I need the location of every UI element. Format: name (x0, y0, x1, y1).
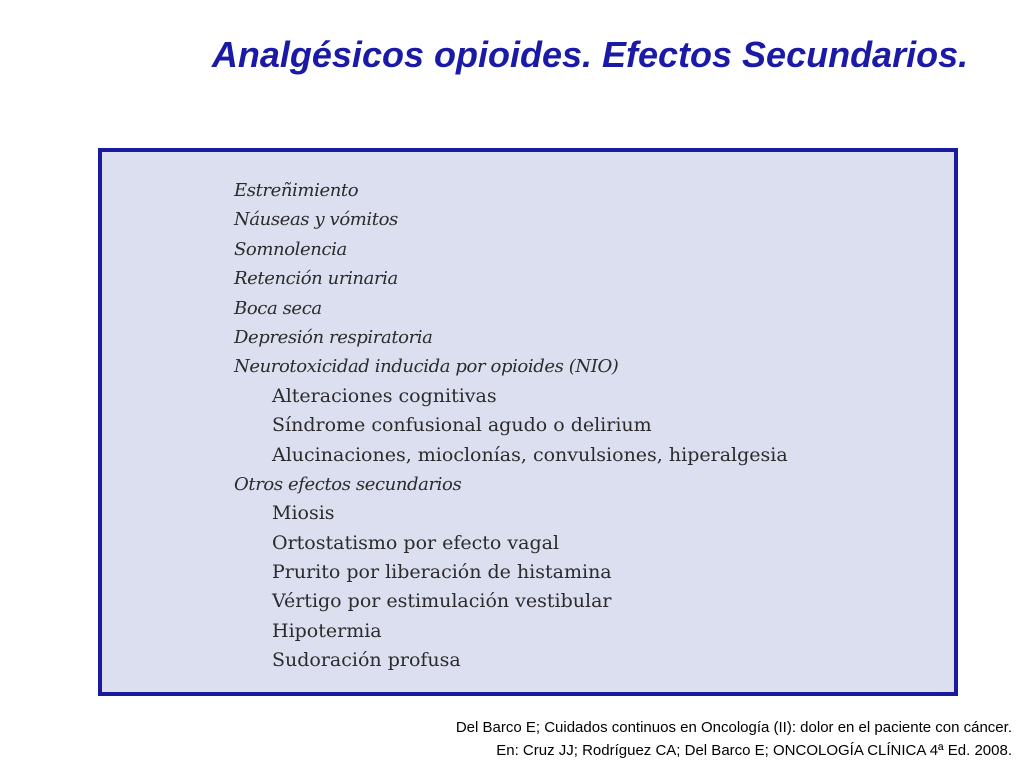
effect-subitem: Ortostatismo por efecto vagal (272, 531, 560, 554)
effect-subitem: Prurito por liberación de histamina (272, 561, 612, 584)
side-effects-panel (98, 148, 958, 696)
citation (456, 716, 1012, 762)
citation-line-2: En: Cruz JJ; Rodríguez CA; Del Barco E; ONCOLOGÍA CLÍNICA 4ª Ed. 2008. (496, 742, 1012, 759)
effect-category: Estreñimiento (234, 180, 359, 201)
effect-category: Otros efectos secundarios (234, 473, 462, 495)
effect-subitem: Miosis (272, 502, 335, 525)
effect-category: Boca seca (234, 297, 322, 319)
effect-category: Náuseas y vómitos (234, 209, 398, 231)
effect-subitem: Alteraciones cognitivas (272, 384, 497, 407)
effect-subitem: Vértigo por estimulación vestibular (272, 590, 612, 613)
side-effects-list (234, 176, 788, 676)
effect-subitem: Alucinaciones, mioclonías, convulsiones, hiperalgesia (272, 443, 788, 466)
effect-subitem: Hipotermia (272, 619, 382, 642)
effect-category: Neurotoxicidad inducida por opioides (NIO) (234, 356, 619, 378)
effect-category: Depresión respiratoria (234, 326, 433, 348)
effect-subitem: Sudoración profusa (272, 649, 461, 672)
citation-line-1: Del Barco E; Cuidados continuos en Oncología (II): dolor en el paciente con cáncer. (455, 719, 1012, 736)
effect-category: Somnolencia (234, 238, 347, 260)
effect-subitem: Síndrome confusional agudo o delirium (272, 414, 652, 437)
slide-title: Analgésicos opioides. Efectos Secundarios. (211, 34, 969, 75)
effect-category: Retención urinaria (234, 268, 398, 290)
